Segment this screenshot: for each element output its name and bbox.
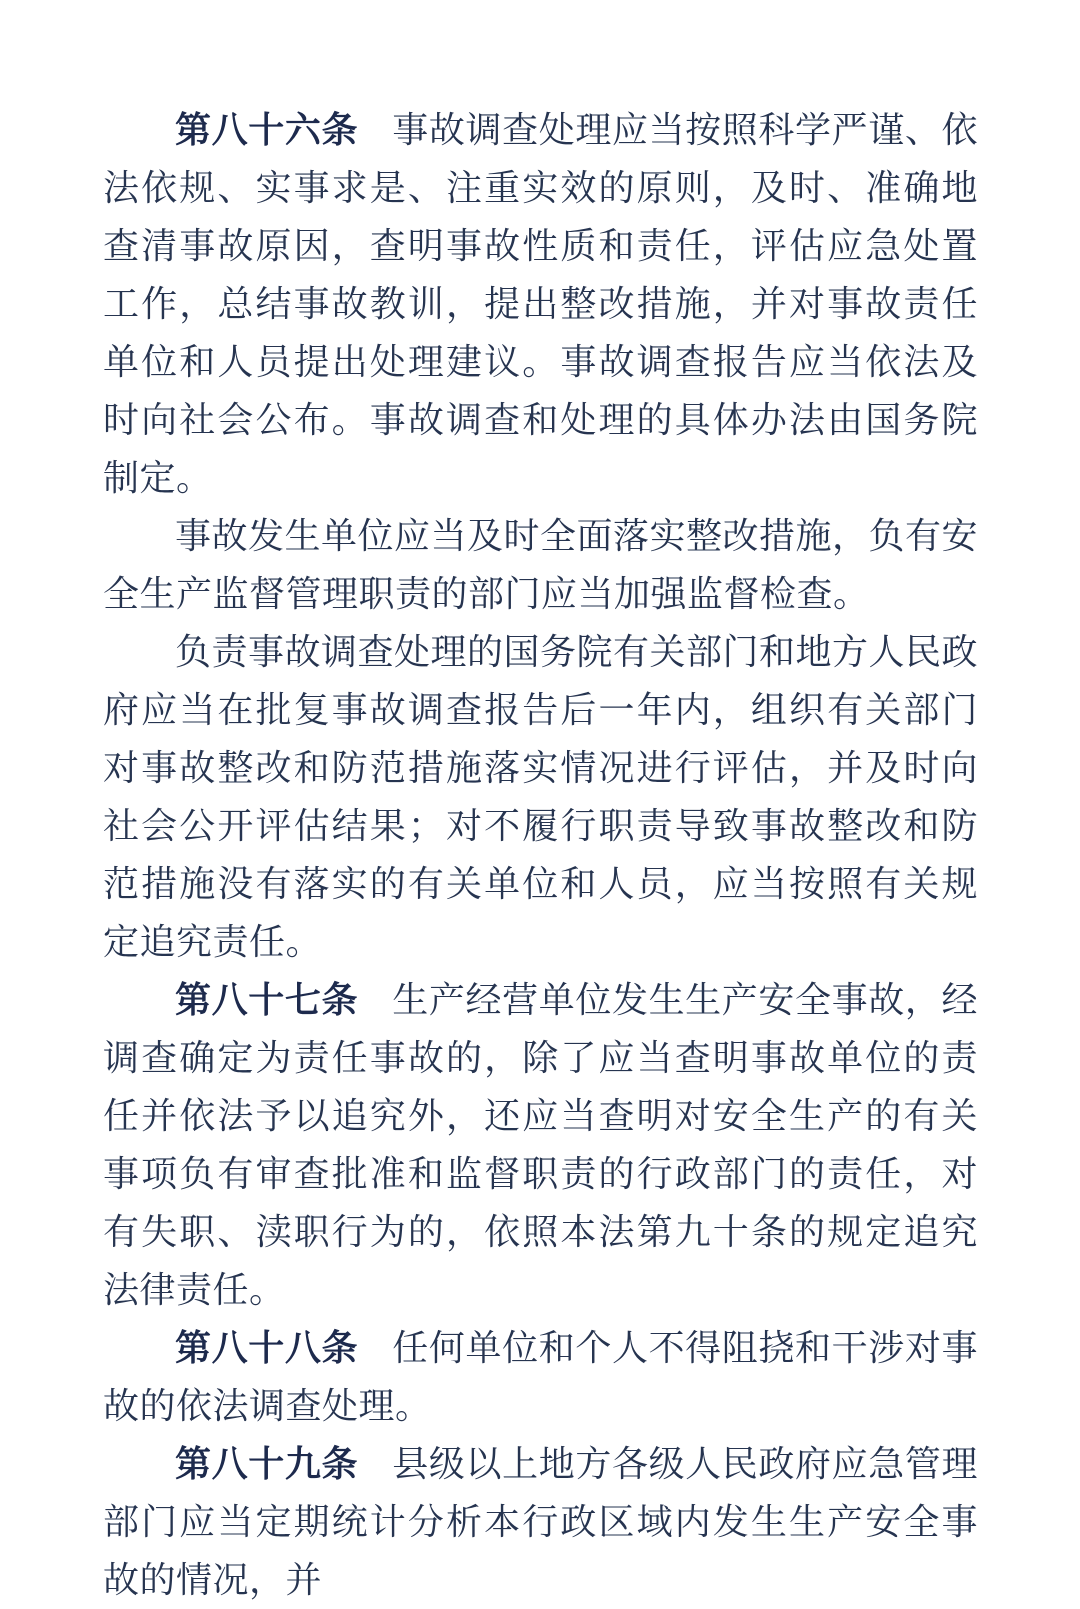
article-body-text: 负责事故调查处理的国务院有关部门和地方人民政府应当在批复事故调查报告后一年内，组织有关部门对事故整改和防范措施落实情况进行评估，并及时向社会公开评估结果；对不履行职责导致事故整改和防范措施没有落实的有关单位和人员，应当按照有关规定追究责任。: [103, 632, 979, 962]
law-paragraph: [103, 101, 978, 507]
law-paragraph: [103, 1435, 978, 1609]
article-number: 第八十七条: [175, 979, 359, 1020]
legal-text-block: [103, 101, 978, 1609]
article-body-text: 事故调查处理应当按照科学严谨、依法依规、实事求是、注重实效的原则，及时、准确地查清事故原因，查明事故性质和责任，评估应急处置工作，总结事故教训，提出整改措施，并对事故责任单位和人员提出处理建议。事故调查报告应当依法及时向社会公布。事故调查和处理的具体办法由国务院制定。: [103, 110, 978, 498]
law-paragraph: [103, 507, 978, 623]
article-body-text: 生产经营单位发生生产安全事故，经调查确定为责任事故的，除了应当查明事故单位的责任并依法予以追究外，还应当查明对安全生产的有关事项负有审查批准和监督职责的行政部门的责任，对有失职、渎职行为的，依照本法第九十条的规定追究法律责任。: [103, 980, 978, 1310]
law-paragraph: [103, 1319, 978, 1435]
article-body-text: 事故发生单位应当及时全面落实整改措施，负有安全生产监督管理职责的部门应当加强监督检查。: [103, 516, 979, 614]
article-body-text: 县级以上地方各级人民政府应急管理部门应当定期统计分析本行政区域内发生生产安全事故的情况，并: [103, 1444, 978, 1600]
article-number: 第八十六条: [175, 109, 359, 150]
article-body-text: 任何单位和个人不得阻挠和干涉对事故的依法调查处理。: [103, 1328, 978, 1426]
article-number: 第八十八条: [175, 1327, 359, 1368]
law-paragraph: [103, 971, 978, 1319]
law-paragraph: [103, 623, 978, 971]
article-number: 第八十九条: [175, 1443, 359, 1484]
